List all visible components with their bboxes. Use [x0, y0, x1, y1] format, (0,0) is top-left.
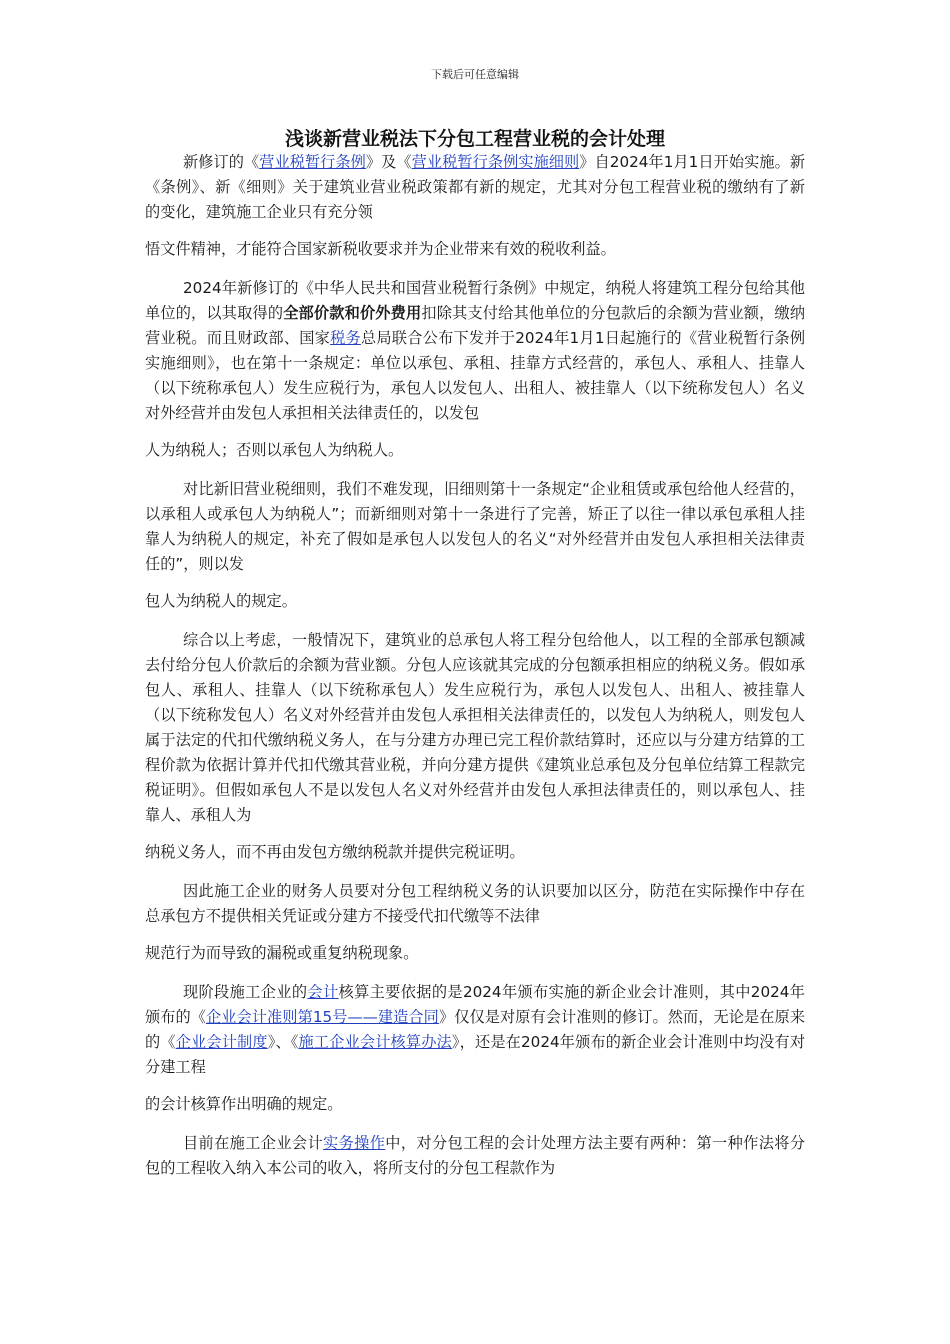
link-implementation-rules[interactable]: 营业税暂行条例实施细则: [411, 153, 580, 171]
link-accounting[interactable]: 会计: [307, 983, 339, 1001]
paragraph-4: [145, 628, 805, 865]
paragraph-last-line: 包人为纳税人的规定。: [145, 592, 297, 610]
paragraph-2: [145, 276, 805, 463]
paragraph-7: [145, 1131, 805, 1181]
text-run: 扣除其支付给其他单位的分包款后的余额为营业额，缴纳营业税。而且财政部、国家: [145, 304, 806, 347]
link-practical-operation[interactable]: 实务操作: [323, 1134, 386, 1152]
text-run: 综合以上考虑，一般情况下，建筑业的总承包人将工程分包给他人，以工程的全部承包额减去付给分包人价款后的余额为营业额。分包人应该就其完成的分包额承担相应的纳税义务。假如承包人、承租人、挂靠人（以下统称承包人）发生应税行为，承包人以发包人、出租人、被挂靠人（以下统称发包人）名义对外经营并由发包人承担相关法律责任的，以发包人为纳税人，则发包人属于法定的代扣代缴纳税义务人，在与分建方办理已完工程价款结算时，还应以与分建方结算的工程价款为依据计算并代扣代缴其营业税，并向分建方提供《建筑业总承包及分包单位结算工程款完税证明》。但假如承包人不是以发包人名义对外经营并由发包人承担法律责任的，则以承包人、挂靠人、承租人为: [145, 631, 805, 824]
paragraph-last-line: 的会计核算作出明确的规定。: [145, 1095, 343, 1113]
paragraph-last-line: 人为纳税人；否则以承包人为纳税人。: [145, 441, 404, 459]
paragraph-5: [145, 879, 805, 966]
header-note: 下载后可任意编辑: [431, 68, 519, 81]
paragraph-last-line: 悟文件精神，才能符合国家新税收要求并为企业带来有效的税收利益。: [145, 240, 616, 258]
text-run: 2024年新修订的《中华人民共和国营业税暂行条例》中规定，纳税人将建筑工程分包给其他单位的，以其取得的: [145, 279, 805, 322]
text-run: 核算主要依据的是2024年颁布实施的新企业会计准则，其中2024年颁布的《: [145, 983, 805, 1026]
text-run: 现阶段施工企业的: [183, 983, 308, 1001]
link-accounting-standard-15[interactable]: 企业会计准则第15号——建造合同: [206, 1008, 439, 1026]
paragraph-3: [145, 477, 805, 614]
text-run: 对比新旧营业税细则，我们不难发现，旧细则第十一条规定“企业租赁或承包给他人经营的，以承租人或承包人为纳税人”；而新细则对第十一条进行了完善，矫正了以往一律以承包承租人挂靠人为纳税人的规定，补充了假如是承包人以发包人的名义“对外经营并由发包人承担相关法律责任的”，则以发: [145, 480, 805, 573]
text-run: 目前在施工企业会计: [183, 1134, 324, 1152]
text-run: 》、《: [267, 1033, 299, 1051]
text-run: 总局联合公布下发并于2024年1月1日起施行的《营业税暂行条例实施细则》，也在第十一条规定：单位以承包、承租、挂靠方式经营的，承包人、承租人、挂靠人（以下统称承包人）发生应税行为，承包人以发包人、出租人、被挂靠人（以下统称发包人）名义对外经营并由发包人承担相关法律责任的，以发包: [145, 329, 806, 422]
text-run: 中，对分包工程的会计处理方法主要有两种：第一种作法将分包的工程收入纳入本公司的收入，将所支付的分包工程款作为: [145, 1134, 806, 1177]
text-run: 》，还是在2024年颁布的新企业会计准则中均没有对分建工程: [145, 1033, 806, 1076]
link-enterprise-accounting-system[interactable]: 企业会计制度: [175, 1033, 268, 1051]
link-construction-accounting-method[interactable]: 施工企业会计核算办法: [298, 1033, 452, 1051]
text-run: 》及《: [365, 153, 412, 171]
bold-text: 全部价款和价外费用: [283, 304, 422, 322]
text-run: 因此施工企业的财务人员要对分包工程纳税义务的认识要加以区分，防范在实际操作中存在总承包方不提供相关凭证或分建方不接受代扣代缴等不法律: [145, 882, 805, 925]
text-run: 》仅仅是对原有会计准则的修订。然而，无论是在原来的《: [145, 1008, 806, 1051]
document-body: [145, 150, 805, 1195]
link-tax[interactable]: 税务: [330, 329, 361, 347]
paragraph-last-line: 规范行为而导致的漏税或重复纳税现象。: [145, 944, 419, 962]
text-run: 新修订的《: [183, 153, 260, 171]
link-business-tax-regulation[interactable]: 营业税暂行条例: [259, 153, 366, 171]
document-title: 浅谈新营业税法下分包工程营业税的会计处理: [284, 128, 665, 150]
paragraph-6: [145, 980, 805, 1117]
paragraph-last-line: 纳税义务人，而不再由发包方缴纳税款并提供完税证明。: [145, 843, 525, 861]
paragraph-1: [145, 150, 805, 262]
text-run: 》自2024年1月1日开始实施。新《条例》、新《细则》关于建筑业营业税政策都有新的规定，尤其对分包工程营业税的缴纳有了新的变化，建筑施工企业只有充分领: [145, 153, 806, 221]
